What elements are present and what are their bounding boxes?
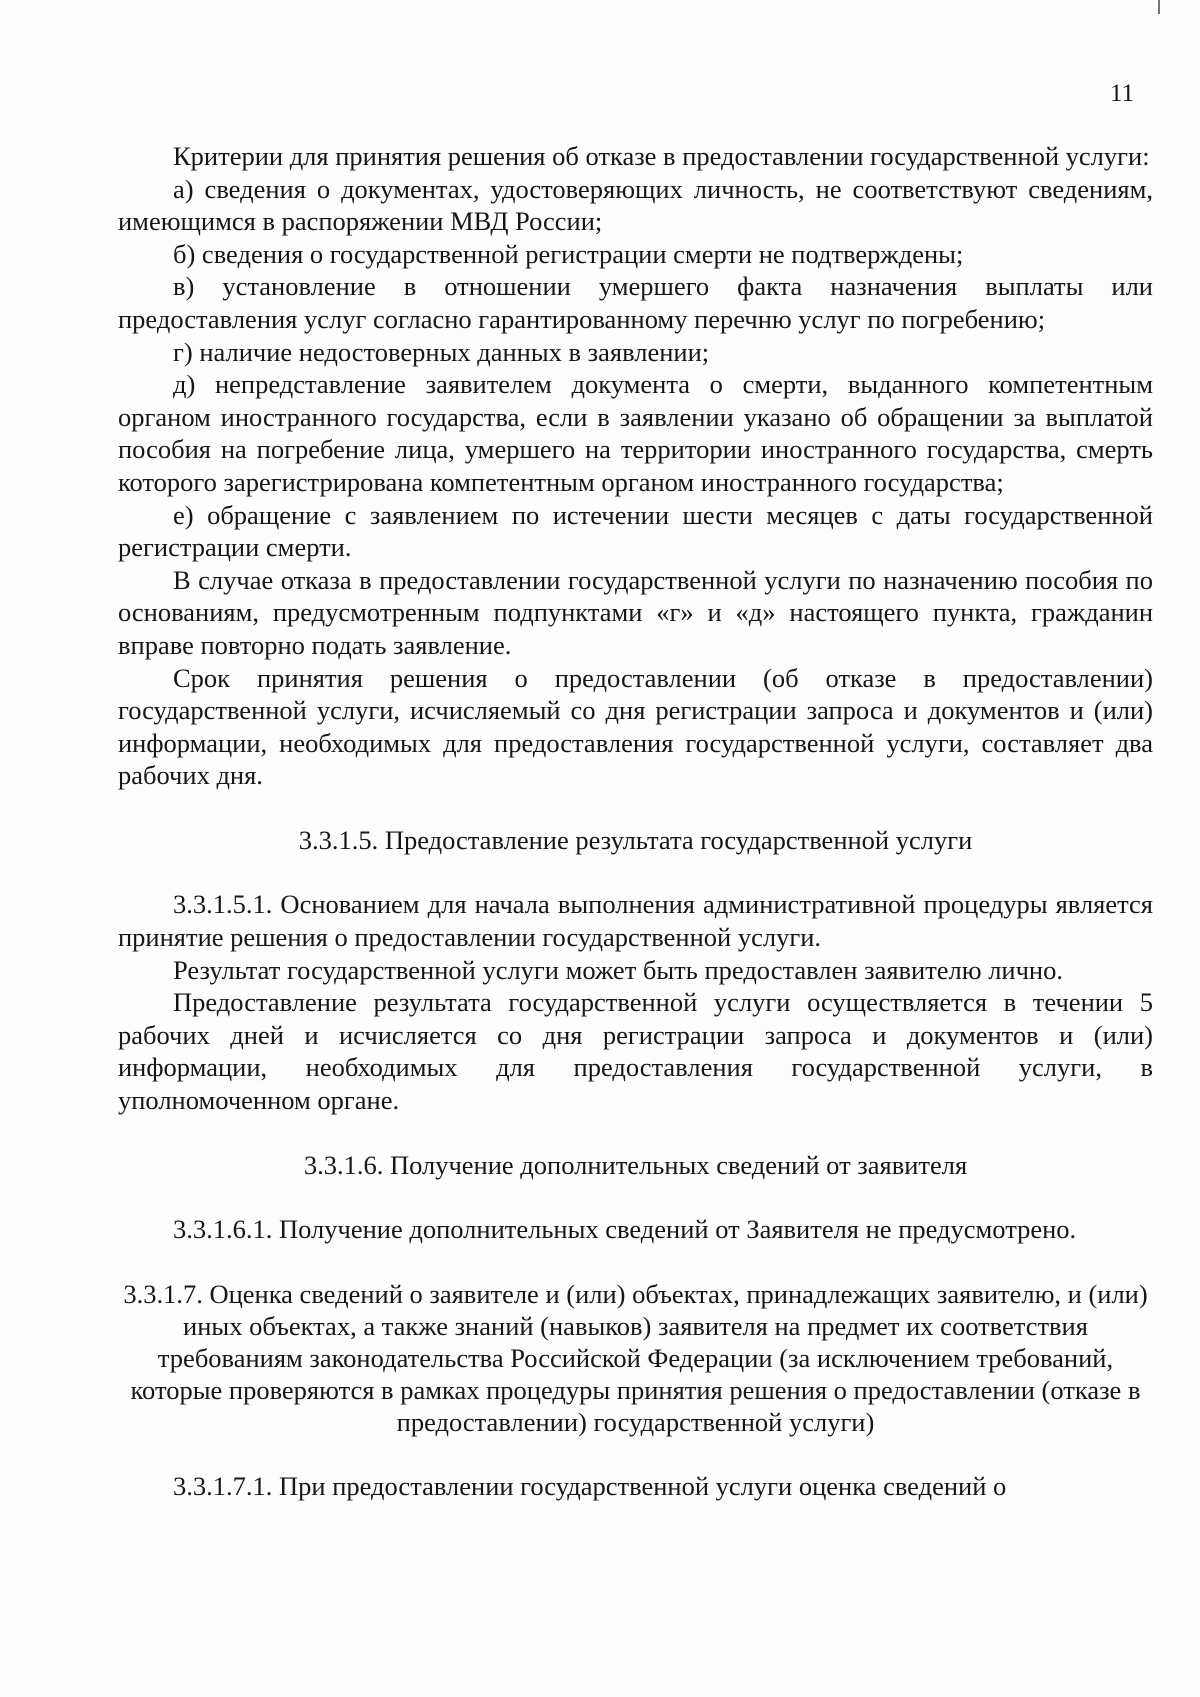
paragraph-refusal-case: В случае отказа в предоставлении государственной услуги по назначению пособия по основаниям, предусмотренным подпунктами «г» и «д» настоящего пункта, гражданин вправе повторно подать заявление. — [118, 564, 1153, 660]
document-body — [118, 140, 1153, 1502]
section-heading-3-3-1-6: 3.3.1.6. Получение дополнительных сведений от заявителя — [303, 1149, 968, 1180]
paragraph-3-3-1-7-1: 3.3.1.7.1. При предоставлении государственной услуги оценка сведений о — [173, 1470, 1007, 1501]
paragraph-decision-term: Срок принятия решения о предоставлении (об отказе в предоставлении) государственной услуги, исчисляемый со дня регистрации запроса и документов и (или) информации, необходимых для предоставления государственной услуги, составляет два рабочих дня. — [118, 662, 1153, 791]
section-heading-3-3-1-5: 3.3.1.5. Предоставление результата государственной услуги — [298, 824, 973, 855]
paragraph-result-personal: Результат государственной услуги может быть предоставлен заявителю лично. — [173, 954, 1063, 985]
scan-edge-mark — [1158, 0, 1160, 14]
paragraph-item-a: а) сведения о документах, удостоверяющих личность, не соответствуют сведениям, имеющимся в распоряжении МВД России; — [118, 173, 1153, 237]
section-heading-3-3-1-7: 3.3.1.7. Оценка сведений о заявителе и (или) объектах, принадлежащих заявителю, и (или) иных объектах, а также знаний (навыков) заявителя на предмет их соответствия требованиям законодательства Российской Федерации (за исключением требований, которые проверяются в рамках процедуры принятия решения о предоставлении (отказе в предоставлении) государственной услуги) — [123, 1278, 1148, 1437]
paragraph-item-d: д) непредставление заявителем документа о смерти, выданного компетентным органом иностранного государства, если в заявлении указано об обращении за выплатой пособия на погребение лица, умершего на территории иностранного государства, смерть которого зарегистрирована компетентным органом иностранного государства; — [118, 369, 1153, 497]
paragraph-item-v: в) установление в отношении умершего факта назначения выплаты или предоставления услуг согласно гарантированному перечню услуг по погребению; — [118, 271, 1153, 334]
paragraph-item-g: г) наличие недостоверных данных в заявлении; — [173, 336, 710, 367]
paragraph-3-3-1-5-1: 3.3.1.5.1. Основанием для начала выполнения административной процедуры является принятие решения о предоставлении государственной услуги. — [118, 889, 1153, 953]
paragraph-criteria-intro: Критерии для принятия решения об отказе в предоставлении государственной услуги: — [173, 141, 1150, 171]
paragraph-3-3-1-6-1: 3.3.1.6.1. Получение дополнительных сведений от Заявителя не предусмотрено. — [173, 1214, 1077, 1245]
paragraph-item-b: б) сведения о государственной регистрации смерти не подтверждены; — [173, 238, 964, 269]
paragraph-result-term: Предоставление результата государственной услуги осуществляется в течении 5 рабочих дней и исчисляется со дня регистрации запроса и документов и (или) информации, необходимых для предоставления государственной услуги, в уполномоченном органе. — [118, 987, 1153, 1116]
paragraph-item-e: е) обращение с заявлением по истечении шести месяцев с даты государственной регистрации смерти. — [118, 499, 1153, 563]
page-number: 11 — [1110, 80, 1135, 107]
